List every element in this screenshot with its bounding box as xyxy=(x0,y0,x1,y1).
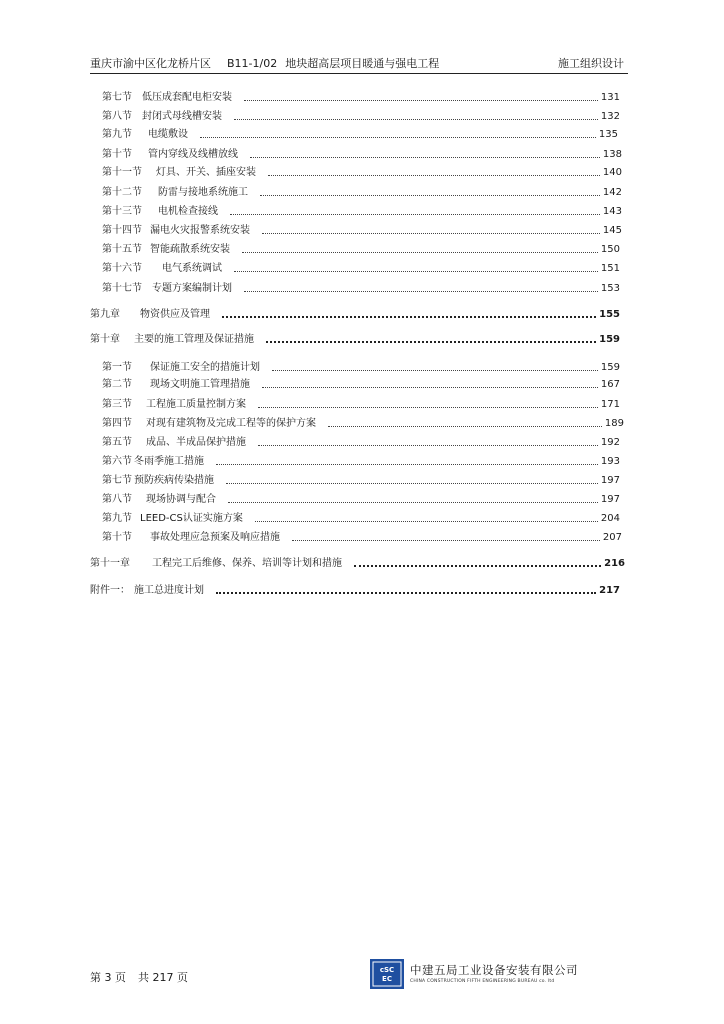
toc-section-row xyxy=(102,224,622,238)
toc-entry-title: 施工总进度计划 xyxy=(134,585,204,596)
toc-entry-title: 现场文明施工管理措施 xyxy=(150,379,250,390)
toc-entry-number: 第九节 xyxy=(102,513,132,524)
toc-leader-dots xyxy=(228,502,598,503)
toc-entry-title: 防雷与接地系统施工 xyxy=(158,187,248,198)
toc-entry-title: 现场协调与配合 xyxy=(146,494,216,505)
toc-section-row xyxy=(102,148,622,162)
toc-entry-page: 197 xyxy=(600,494,620,505)
header-lot: B11-1/02 xyxy=(227,57,278,70)
toc-leader-dots xyxy=(226,483,598,484)
toc-entry-page: 143 xyxy=(602,206,622,217)
company-logo xyxy=(370,959,404,989)
header-left xyxy=(90,55,439,71)
toc-entry-title: 电机检查接线 xyxy=(158,206,218,217)
toc-entry-title: 冬雨季施工措施 xyxy=(134,456,204,467)
toc-leader-dots xyxy=(262,387,598,388)
toc-entry-label xyxy=(90,308,210,322)
toc-section-row xyxy=(102,110,620,124)
toc-entry-number: 第十节 xyxy=(102,532,132,543)
toc-entry-page: 192 xyxy=(600,437,620,448)
toc-chapter-row xyxy=(90,584,620,598)
toc-entry-title: 工程施工质量控制方案 xyxy=(146,399,246,410)
toc-entry-number: 第十七节 xyxy=(102,283,142,294)
svg-text:cSC: cSC xyxy=(379,966,395,974)
toc-entry-number: 第七节 xyxy=(102,475,132,486)
toc-entry-number: 第十一节 xyxy=(102,167,142,178)
toc-entry-title: 工程完工后维修、保养、培训等计划和措施 xyxy=(152,558,342,569)
toc-leader-dots xyxy=(255,521,598,522)
toc-entry-label xyxy=(102,361,260,375)
toc-entry-number: 第十五节 xyxy=(102,244,142,255)
toc-entry-page: 189 xyxy=(604,418,624,429)
toc-leader-dots xyxy=(216,592,596,594)
toc-entry-number: 第十章 xyxy=(90,334,120,345)
toc-section-row xyxy=(102,361,620,375)
toc-entry-title: LEED-CS认证实施方案 xyxy=(140,513,243,524)
toc-leader-dots xyxy=(250,157,600,158)
toc-entry-label xyxy=(102,186,248,200)
toc-entry-page: 159 xyxy=(600,362,620,373)
page-header xyxy=(90,53,628,74)
toc-entry-number: 第三节 xyxy=(102,399,132,410)
toc-entry-page: 151 xyxy=(600,263,620,274)
toc-entry-page: 197 xyxy=(600,475,620,486)
company-name: 中建五局工业设备安装有限公司 xyxy=(410,963,578,977)
toc-entry-title: 电缆敷设 xyxy=(148,129,188,140)
toc-entry-label xyxy=(102,110,222,124)
toc-section-row xyxy=(102,493,620,507)
toc-section-row xyxy=(102,91,620,105)
toc-entry-number: 第十一章 xyxy=(90,558,130,569)
toc-entry-label xyxy=(102,493,216,507)
toc-section-row xyxy=(102,455,620,469)
toc-entry-number: 第五节 xyxy=(102,437,132,448)
toc-entry-title: 专题方案编制计划 xyxy=(152,283,232,294)
toc-entry-title: 保证施工安全的措施计划 xyxy=(150,362,260,373)
toc-entry-label xyxy=(102,243,230,257)
toc-entry-label xyxy=(102,455,204,469)
toc-leader-dots xyxy=(328,426,602,427)
toc-entry-page: 204 xyxy=(600,513,620,524)
toc-entry-label xyxy=(90,584,204,598)
toc-leader-dots xyxy=(244,291,598,292)
toc-leader-dots xyxy=(262,233,600,234)
toc-entry-page: 217 xyxy=(599,585,620,596)
toc-section-row xyxy=(102,417,624,431)
toc-leader-dots xyxy=(258,445,598,446)
toc-entry-page: 145 xyxy=(602,225,622,236)
toc-section-row xyxy=(102,205,622,219)
toc-entry-label xyxy=(102,148,238,162)
toc-section-row xyxy=(102,186,622,200)
toc-leader-dots xyxy=(244,100,598,101)
toc-section-row xyxy=(102,243,620,257)
page-total: 共 217 页 xyxy=(138,971,188,984)
cscec-logo-icon xyxy=(372,961,402,987)
toc-entry-title: 低压成套配电柜安装 xyxy=(142,92,232,103)
toc-entry-page: 138 xyxy=(602,149,622,160)
page-number: 第 3 页 xyxy=(90,971,126,984)
toc-leader-dots xyxy=(222,316,596,318)
toc-entry-page: 131 xyxy=(600,92,620,103)
toc-entry-page: 150 xyxy=(600,244,620,255)
toc-leader-dots xyxy=(292,540,600,541)
toc-entry-number: 第十四节 xyxy=(102,225,142,236)
toc-entry-title: 漏电火灾报警系统安装 xyxy=(150,225,250,236)
toc-entry-number: 第十二节 xyxy=(102,187,142,198)
header-project: 重庆市渝中区化龙桥片区 xyxy=(90,57,211,70)
toc-entry-label xyxy=(102,282,232,296)
toc-leader-dots xyxy=(230,214,600,215)
toc-entry-title: 电气系统调试 xyxy=(162,263,222,274)
toc-entry-title: 封闭式母线槽安装 xyxy=(142,111,222,122)
toc-entry-label xyxy=(102,436,246,450)
toc-entry-title: 预防疾病传染措施 xyxy=(134,475,214,486)
toc-entry-page: 135 xyxy=(598,129,618,140)
toc-entry-label xyxy=(102,512,243,526)
toc-entry-number: 第一节 xyxy=(102,362,132,373)
toc-leader-dots xyxy=(234,271,598,272)
toc-section-row xyxy=(102,398,620,412)
toc-entry-page: 216 xyxy=(604,558,625,569)
header-title: 地块超高层项目暖通与强电工程 xyxy=(285,57,440,70)
toc-entry-number: 第八节 xyxy=(102,494,132,505)
toc-entry-label xyxy=(102,262,222,276)
toc-entry-label xyxy=(102,166,256,180)
toc-entry-page: 207 xyxy=(602,532,622,543)
toc-entry-title: 管内穿线及线槽放线 xyxy=(148,149,238,160)
toc-entry-label xyxy=(102,205,218,219)
toc-entry-number: 第二节 xyxy=(102,379,132,390)
toc-leader-dots xyxy=(354,565,601,567)
toc-entry-number: 第十六节 xyxy=(102,263,142,274)
company-name-en: CHINA CONSTRUCTION FIFTH ENGINEERING BUREAU co. ltd xyxy=(410,979,555,984)
header-doc-type: 施工组织设计 xyxy=(558,57,624,70)
toc-entry-title: 灯具、开关、插座安装 xyxy=(156,167,256,178)
toc-entry-number: 第七节 xyxy=(102,92,132,103)
toc-entry-title: 智能疏散系统安装 xyxy=(150,244,230,255)
toc-section-row xyxy=(102,436,620,450)
toc-chapter-row xyxy=(90,333,620,347)
toc-entry-label xyxy=(102,474,214,488)
toc-leader-dots xyxy=(260,195,600,196)
toc-chapter-row xyxy=(90,308,620,322)
toc-section-row xyxy=(102,262,620,276)
toc-leader-dots xyxy=(266,341,596,343)
toc-section-row xyxy=(102,378,620,392)
toc-entry-page: 159 xyxy=(599,334,620,345)
toc-entry-number: 第六节 xyxy=(102,456,132,467)
toc-leader-dots xyxy=(242,252,598,253)
svg-text:EC: EC xyxy=(382,975,392,983)
toc-entry-label xyxy=(102,224,250,238)
toc-chapter-row xyxy=(90,557,625,571)
toc-entry-page: 193 xyxy=(600,456,620,467)
toc-entry-number: 第九节 xyxy=(102,129,132,140)
toc-entry-page: 140 xyxy=(602,167,622,178)
toc-entry-label xyxy=(102,128,188,142)
toc-entry-page: 155 xyxy=(599,309,620,320)
toc-entry-number: 第八节 xyxy=(102,111,132,122)
toc-leader-dots xyxy=(268,175,600,176)
toc-entry-title: 对现有建筑物及完成工程等的保护方案 xyxy=(146,418,316,429)
toc-section-row xyxy=(102,474,620,488)
toc-entry-title: 成品、半成品保护措施 xyxy=(146,437,246,448)
toc-leader-dots xyxy=(234,119,598,120)
toc-entry-number: 第十节 xyxy=(102,149,132,160)
toc-entry-label xyxy=(90,557,342,571)
toc-section-row xyxy=(102,128,618,142)
toc-entry-number: 第九章 xyxy=(90,309,120,320)
toc-section-row xyxy=(102,166,622,180)
toc-entry-title: 物资供应及管理 xyxy=(140,309,210,320)
toc-entry-label xyxy=(102,417,316,431)
toc-entry-number: 第十三节 xyxy=(102,206,142,217)
toc-entry-title: 主要的施工管理及保证措施 xyxy=(134,334,254,345)
toc-entry-label xyxy=(102,398,246,412)
toc-entry-page: 142 xyxy=(602,187,622,198)
toc-entry-label xyxy=(102,91,232,105)
toc-entry-page: 167 xyxy=(600,379,620,390)
toc-entry-page: 132 xyxy=(600,111,620,122)
page-footer-info xyxy=(90,969,188,985)
toc-leader-dots xyxy=(272,370,598,371)
toc-entry-page: 171 xyxy=(600,399,620,410)
toc-leader-dots xyxy=(200,137,596,138)
toc-section-row xyxy=(102,282,620,296)
toc-entry-number: 附件一： xyxy=(90,585,130,596)
toc-entry-number: 第四节 xyxy=(102,418,132,429)
toc-entry-label xyxy=(90,333,254,347)
toc-entry-title: 事故处理应急预案及响应措施 xyxy=(150,532,280,543)
toc-section-row xyxy=(102,531,622,545)
toc-leader-dots xyxy=(258,407,598,408)
toc-entry-label xyxy=(102,531,280,545)
toc-entry-page: 153 xyxy=(600,283,620,294)
toc-section-row xyxy=(102,512,620,526)
toc-leader-dots xyxy=(216,464,598,465)
toc-entry-label xyxy=(102,378,250,392)
